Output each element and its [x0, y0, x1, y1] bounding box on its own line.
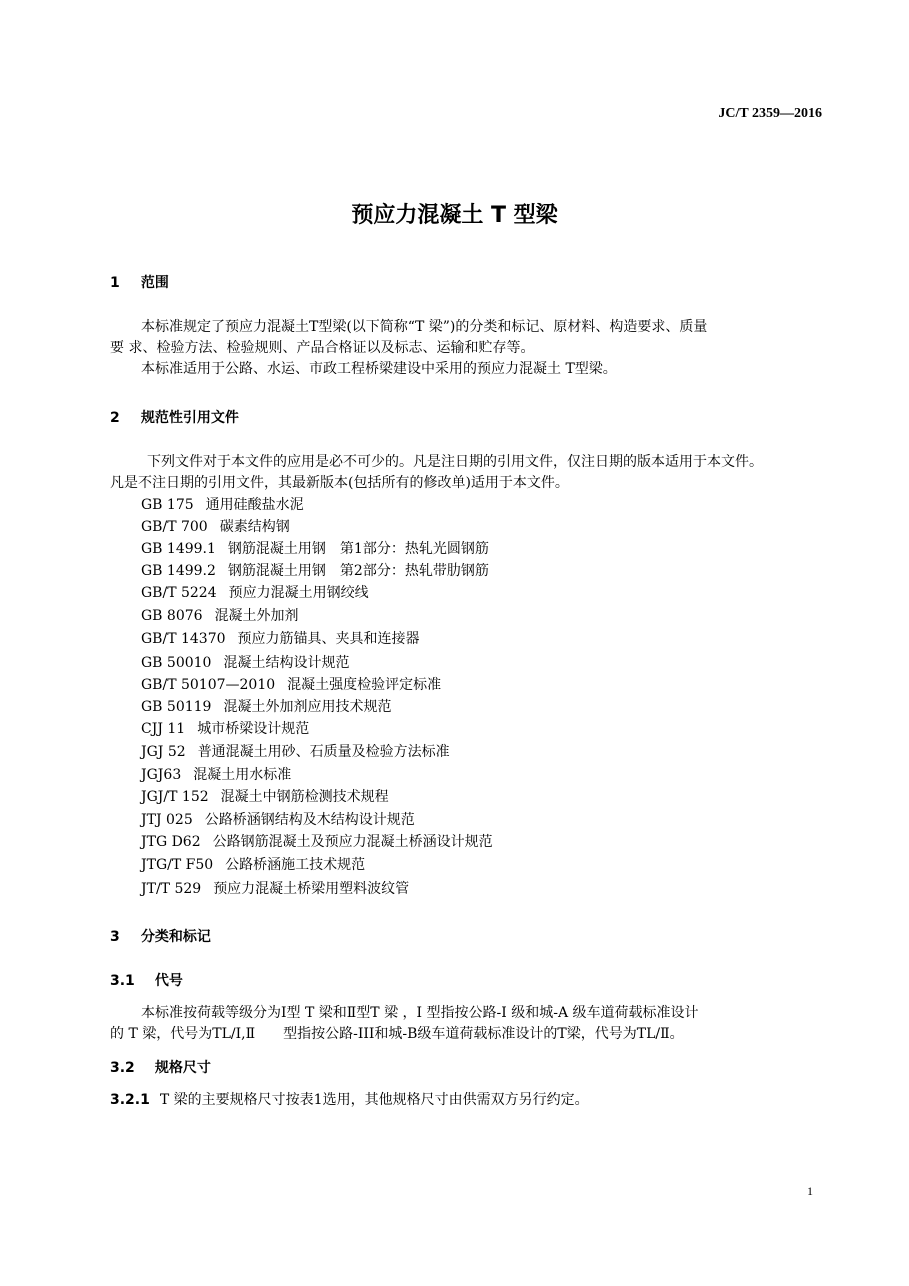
reference-title: 碳素结构钢: [219, 519, 290, 535]
reference-item: [141, 764, 291, 784]
section-title: 分类和标记: [140, 929, 211, 945]
reference-code: GB 50010: [141, 655, 212, 671]
reference-item: [141, 718, 309, 738]
reference-title: 钢筋混凝土用钢 第1部分：热轧光圆钢筋: [227, 541, 489, 557]
reference-title: 普通混凝土用砂、石质量及检验方法标准: [197, 744, 450, 760]
section-title: 规范性引用文件: [140, 410, 239, 426]
reference-title: 通用硅酸盐水泥: [205, 497, 304, 513]
reference-code: GB 1499.2: [141, 563, 216, 579]
reference-title: 公路钢筋混凝土及预应力混凝土桥涵设计规范: [212, 834, 493, 850]
subsection-number: 3.1: [110, 973, 135, 989]
section-heading-normative-references: [110, 407, 239, 427]
scope-paragraph-1-line-1: 本标准规定了预应力混凝土T型梁(以下简称“T 梁”)的分类和标记、原材料、构造要求、质量: [141, 319, 708, 335]
reference-code: JTJ 025: [141, 812, 193, 828]
clause-3-2-1: [110, 1090, 589, 1111]
reference-code: JTG/T F50: [141, 857, 214, 873]
reference-code: JGJ63: [141, 767, 182, 783]
reference-item: [141, 809, 415, 829]
subsection-title: 规格尺寸: [154, 1060, 211, 1076]
reference-title: 公路桥涵施工技术规范: [225, 857, 366, 873]
document-title: 预应力混凝土 T 型梁: [351, 203, 558, 228]
reference-item: [141, 494, 304, 514]
reference-code: CJJ 11: [141, 721, 186, 737]
reference-item: [141, 674, 441, 694]
reference-item: [141, 538, 489, 558]
reference-item: [141, 560, 489, 580]
section-number: 2: [110, 410, 120, 426]
reference-code: GB/T 50107—2010: [141, 677, 276, 693]
section-number: 1: [110, 275, 120, 291]
scope-paragraph-1-line-2: 要 求、检验方法、检验规则、产品合格证以及标志、运输和贮存等。: [110, 340, 535, 356]
reference-code: GB/T 700: [141, 519, 208, 535]
reference-title: 混凝土外加剂: [214, 608, 299, 624]
code-paragraph-line-1: 本标准按荷载等级分为Ⅰ型 T 梁和Ⅱ型T 梁 ，Ⅰ 型指按公路-I 级和城-A 级车道荷载标准设计: [141, 1005, 699, 1021]
clause-text: T 梁的主要规格尺寸按表1选用，其他规格尺寸由供需双方另行约定。: [159, 1092, 589, 1108]
reference-title: 混凝土中钢筋检测技术规程: [220, 789, 389, 805]
reference-item: [141, 741, 450, 761]
reference-item: [141, 605, 299, 625]
reference-item: [141, 696, 391, 716]
reference-title: 公路桥涵钢结构及木结构设计规范: [204, 812, 415, 828]
reference-item: [141, 878, 409, 898]
clause-number: 3.2.1: [110, 1092, 150, 1108]
reference-code: JT/T 529: [141, 881, 202, 897]
section-heading-classification: [110, 926, 211, 946]
reference-title: 混凝土结构设计规范: [223, 655, 350, 671]
reference-title: 城市桥梁设计规范: [197, 721, 310, 737]
reference-item: [141, 831, 493, 851]
references-intro-line-1: 下列文件对于本文件的应用是必不可少的。凡是注日期的引用文件，仅注日期的版本适用于本文件。: [147, 454, 763, 470]
reference-item: [141, 854, 365, 874]
reference-code: GB 50119: [141, 699, 212, 715]
reference-title: 混凝土外加剂应用技术规范: [223, 699, 392, 715]
reference-code: GB 175: [141, 497, 194, 513]
reference-title: 预应力混凝土用钢绞线: [228, 585, 369, 601]
reference-title: 预应力筋锚具、夹具和连接器: [237, 631, 420, 647]
reference-code: JTG D62: [141, 834, 201, 850]
reference-code: JGJ/T 152: [141, 789, 209, 805]
reference-code: GB 1499.1: [141, 541, 216, 557]
reference-title: 混凝土强度检验评定标准: [287, 677, 442, 693]
reference-code: JGJ 52: [141, 744, 186, 760]
reference-title: 预应力混凝土桥梁用塑料波纹管: [213, 881, 410, 897]
reference-code: GB/T 5224: [141, 585, 217, 601]
page-number: 1: [807, 1184, 813, 1198]
reference-item: [141, 652, 349, 672]
references-intro-line-2: 凡是不注日期的引用文件，其最新版本(包括所有的修改单)适用于本文件。: [110, 475, 569, 491]
subsection-heading-dimensions: [110, 1057, 211, 1077]
section-number: 3: [110, 929, 120, 945]
reference-item: [141, 516, 290, 536]
reference-title: 混凝土用水标准: [193, 767, 292, 783]
reference-code: GB/T 14370: [141, 631, 226, 647]
reference-title: 钢筋混凝土用钢 第2部分：热轧带肋钢筋: [227, 563, 489, 579]
subsection-number: 3.2: [110, 1060, 135, 1076]
reference-item: [141, 786, 389, 806]
section-title: 范围: [140, 275, 169, 291]
code-paragraph-line-2: 的 T 梁，代号为TL/I,Ⅱ 型指按公路-III和城-B级车道荷载标准设计的T梁，代号为TL/Ⅱ。: [110, 1026, 684, 1042]
section-heading-scope: [110, 272, 169, 292]
standard-code: JC/T 2359—2016: [718, 106, 822, 121]
scope-paragraph-2: 本标准适用于公路、水运、市政工程桥梁建设中采用的预应力混凝土 T型梁。: [141, 361, 617, 377]
reference-code: GB 8076: [141, 608, 203, 624]
reference-item: [141, 628, 420, 648]
reference-item: [141, 582, 369, 602]
subsection-title: 代号: [154, 973, 183, 989]
subsection-heading-code: [110, 970, 183, 990]
